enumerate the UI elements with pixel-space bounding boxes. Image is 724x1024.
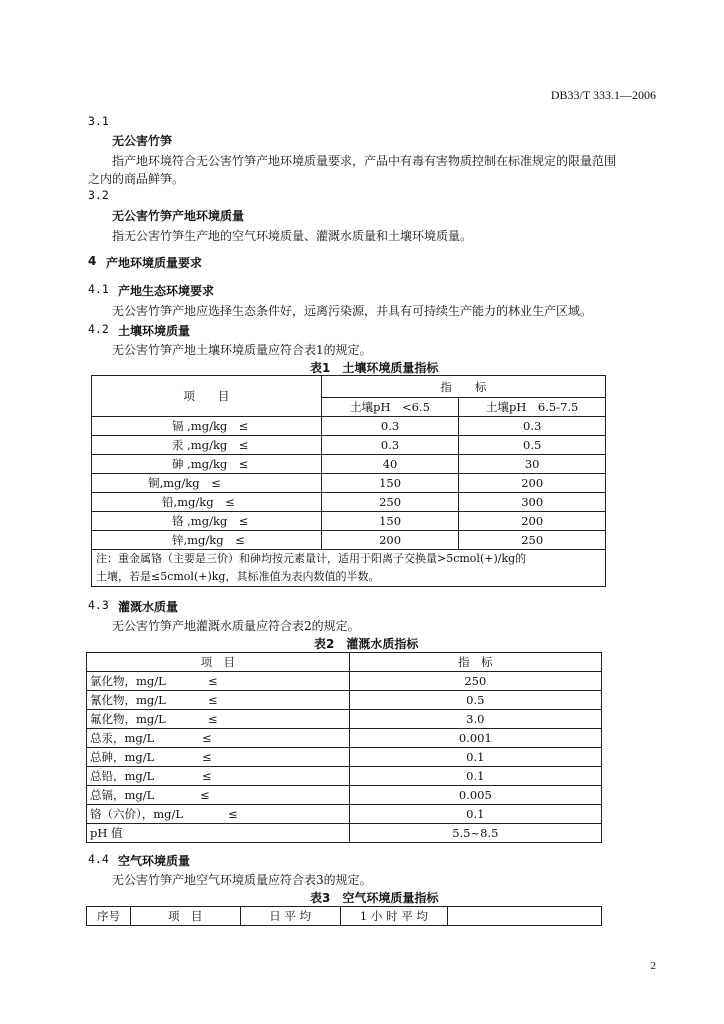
table-row [92,436,606,455]
row-le: ≤ [202,731,212,745]
table-header-serial: 序号 [87,907,131,926]
section-body: 无公害竹笋产地应选择生态条件好，远离污染源，并具有可持续生产能力的林业生产区域。 [112,304,593,318]
row-value: 200 [459,512,606,531]
row-value: 0.005 [349,786,601,805]
row-value: 40 [321,455,459,474]
table-row [87,824,602,843]
row-item: 铬 ,mg/kg ≤ [92,512,322,531]
row-le: ≤ [228,807,238,821]
irrigation-water-table [86,652,602,843]
row-le: ≤ [208,712,218,726]
table-row [87,786,602,805]
section-title: 灌溉水质量 [118,600,179,614]
row-value: 200 [459,474,606,493]
soil-quality-table [91,375,606,587]
row-value: 3.0 [349,710,601,729]
table-row [87,805,602,824]
row-value: 0.5 [459,436,606,455]
row-item: 总砷，mg/L [90,750,155,764]
row-item: 锌,mg/kg ≤ [92,531,322,550]
section-number: 4.1 [88,282,109,296]
table-caption: 表2 灌溉水质指标 [314,637,419,651]
row-item: 氟化物，mg/L [90,712,166,726]
table-row [87,748,602,767]
row-value: 0.3 [321,436,459,455]
row-value: 150 [321,512,459,531]
row-value: 250 [459,531,606,550]
section-title: 土壤环境质量 [118,324,191,338]
table-row [87,672,602,691]
section-number: 3.1 [88,114,109,128]
section-body: 无公害竹笋产地土壤环境质量应符合表1的规定。 [112,343,372,357]
table-header-item: 项 目 [87,653,350,672]
term-title: 无公害竹笋产地环境质量 [112,209,245,223]
table-note-line: 注：重金属铬（主要是三价）和砷均按元素量计，适用于阳离子交换量>5cmol(+)/kg的 [96,552,527,565]
row-le: ≤ [200,788,210,802]
row-le: ≤ [202,750,212,764]
table-row [87,729,602,748]
row-item: 氯化物，mg/L [90,674,166,688]
row-value: 0.1 [349,805,601,824]
row-le: ≤ [208,674,218,688]
row-item: 氰化物，mg/L [90,693,166,707]
table-row [92,512,606,531]
section-title: 产地环境质量要求 [106,256,203,270]
table-row [92,455,606,474]
row-item: 铅,mg/kg ≤ [92,493,322,512]
table-header-ph-mid: 土壤pH 6.5-7.5 [459,398,606,417]
table-row [87,691,602,710]
section-body: 无公害竹笋产地灌溉水质量应符合表2的规定。 [112,619,360,633]
table-header-ph-low: 土壤pH <6.5 [321,398,459,417]
air-quality-table [86,906,602,926]
row-value: 0.3 [321,417,459,436]
page-number: 2 [650,960,656,972]
table-caption: 表1 土壤环境质量指标 [310,361,439,375]
section-body: 无公害竹笋产地空气环境质量应符合表3的规定。 [112,873,372,887]
row-value: 0.001 [349,729,601,748]
table-header-item: 项 目 [92,376,322,417]
section-number: 4.2 [88,322,109,336]
table-note [92,550,606,587]
row-value: 150 [321,474,459,493]
table-header-index: 指 标 [349,653,601,672]
table-header-daily-average: 日 平 均 [240,907,340,926]
table-header-empty [448,907,602,926]
row-value: 0.3 [459,417,606,436]
table-header-item: 项 目 [130,907,240,926]
table-row [92,417,606,436]
document-header-code: DB33/T 333.1—2006 [550,88,656,102]
section-number: 3.2 [88,188,109,202]
section-number: 4 [88,254,97,268]
row-value: 0.1 [349,748,601,767]
term-definition-continued: 之内的商品鲜笋。 [88,172,185,186]
term-title: 无公害竹笋 [112,134,173,148]
table-caption: 表3 空气环境质量指标 [310,891,439,905]
row-item: 镉 ,mg/kg ≤ [92,417,322,436]
row-value: 250 [321,493,459,512]
section-title: 产地生态环境要求 [118,284,215,298]
row-item: pH 值 [90,826,123,840]
table-row [87,767,602,786]
row-item: 总汞，mg/L [90,731,155,745]
row-item: 总铅，mg/L [90,769,155,783]
table-row [92,493,606,512]
row-le: ≤ [202,769,212,783]
row-item: 铬（六价），mg/L [90,807,184,821]
row-value: 250 [349,672,601,691]
row-value: 0.5 [349,691,601,710]
term-definition: 指产地环境符合无公害竹笋产地环境质量要求，产品中有毒有害物质控制在标准规定的限量范围 [112,154,617,168]
row-value: 200 [321,531,459,550]
section-title: 空气环境质量 [118,854,191,868]
row-value: 5.5~8.5 [349,824,601,843]
row-value: 300 [459,493,606,512]
table-header-index: 指 标 [321,376,605,398]
table-note-line: 土壤，若是≤5cmol(+)kg，其标准值为表内数值的半数。 [96,570,380,583]
row-le: ≤ [208,693,218,707]
table-row [92,474,606,493]
table-row [87,710,602,729]
term-definition: 指无公害竹笋生产地的空气环境质量、灌溉水质量和土壤环境质量。 [112,229,473,243]
row-item: 铜,mg/kg ≤ [92,474,322,493]
row-item: 总镉，mg/L [90,788,155,802]
table-header-hourly-average: 1 小 时 平 均 [340,907,448,926]
row-item: 汞 ,mg/kg ≤ [92,436,322,455]
row-item: 砷 ,mg/kg ≤ [92,455,322,474]
row-value: 30 [459,455,606,474]
row-value: 0.1 [349,767,601,786]
section-number: 4.4 [88,852,109,866]
table-row [92,531,606,550]
section-number: 4.3 [88,598,109,612]
